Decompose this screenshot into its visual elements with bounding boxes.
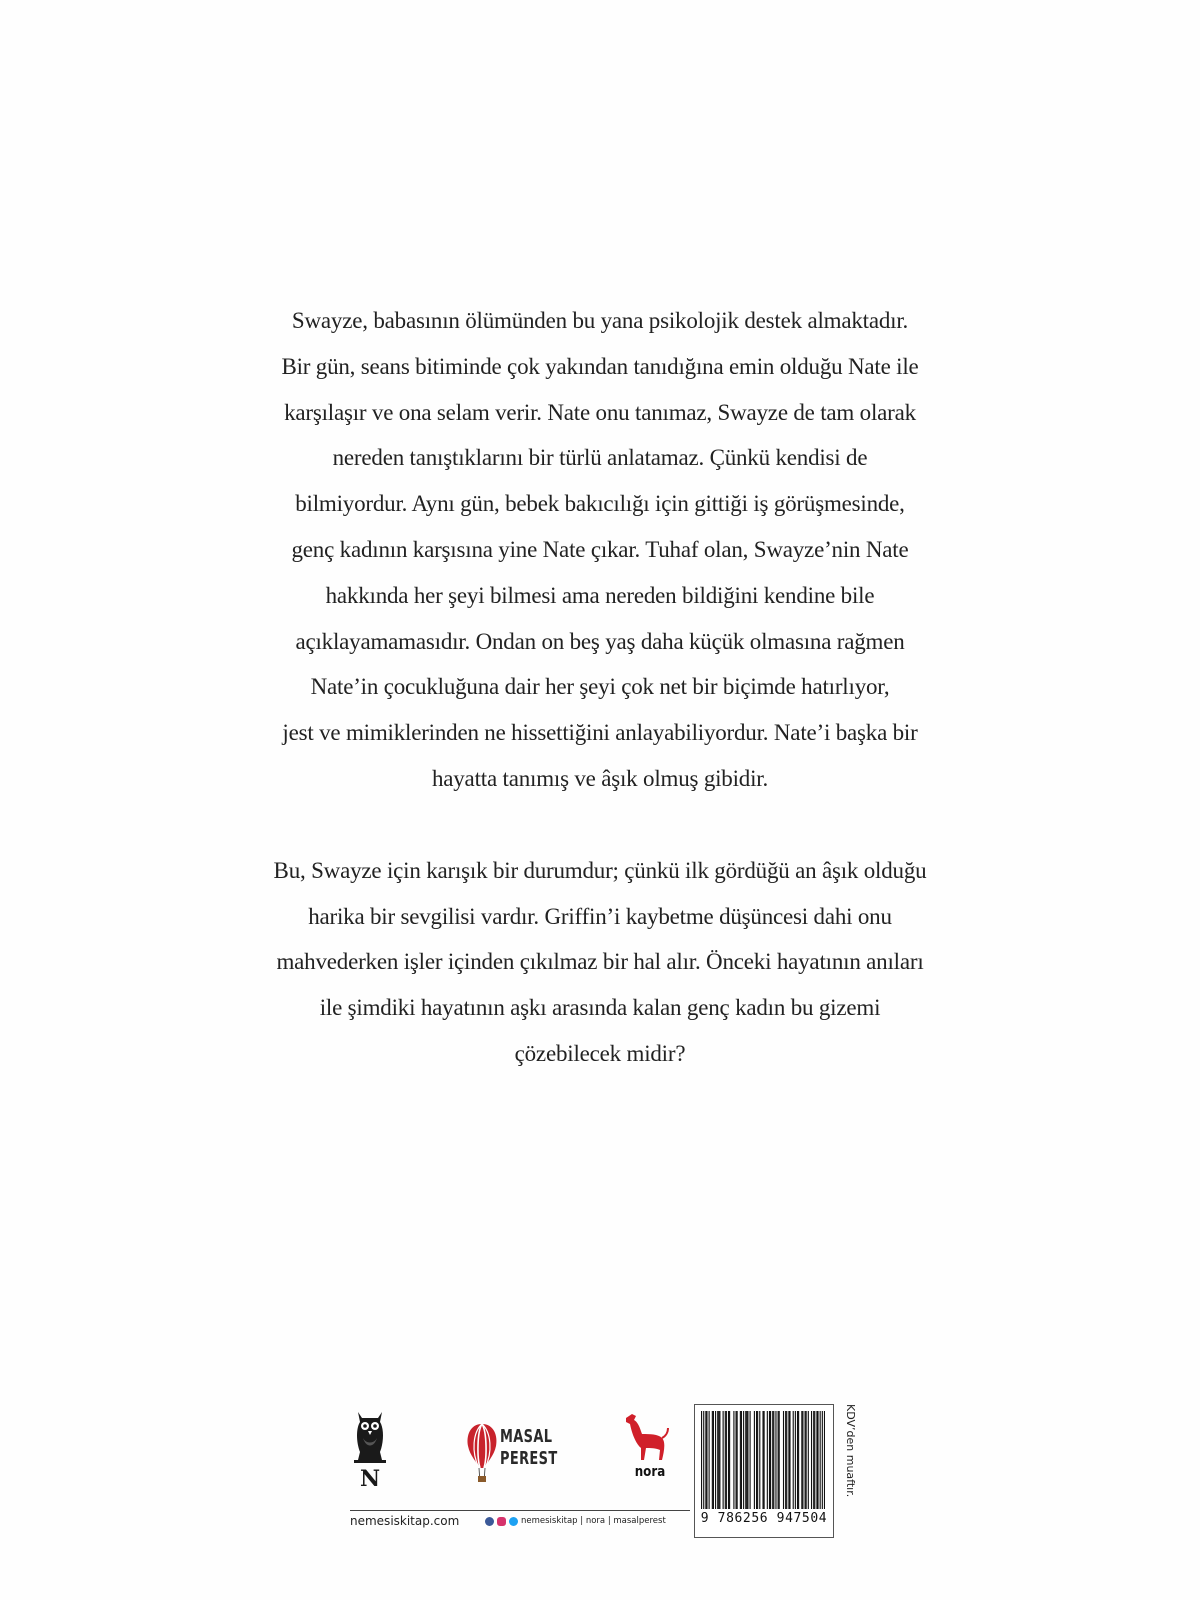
nemesis-letter: N [359,1466,381,1488]
barcode-bar [822,1411,823,1509]
barcode-bar [728,1411,729,1509]
social-links [485,1516,666,1526]
nemesis-logo [350,1408,390,1488]
greyhound-icon [620,1408,670,1464]
nora-logo [620,1408,670,1488]
blurb-line: Bir gün, seans bitiminde çok yakından tanıdığına emin olduğu Nate ile [281,353,919,379]
blurb-text [270,298,930,1077]
blurb-line: Swayze, babasının ölümünden bu yana psikolojik destek almaktadır. [291,308,909,333]
barcode [701,1411,825,1509]
barcode-bar [705,1411,706,1509]
barcode-bar [726,1411,727,1509]
blurb-line: nereden tanıştıklarını bir türlü anlatamaz. Çünkü kendisi de [332,445,868,471]
masal-perest-logo [465,1422,565,1492]
barcode-bar [712,1411,713,1509]
blurb-line: genç kadının karşısına yine Nate çıkar. Tuhaf olan, Swayze’nin Nate [291,536,909,562]
barcode-bar [741,1411,742,1509]
blurb-line: Bu, Swayze için karışık bir durumdur; çünkü ilk gördüğü an âşık olduğu [273,857,927,883]
barcode-bar [778,1411,779,1509]
blurb-line: açıklayamamasıdır. Ondan on beş yaş daha küçük olmasına rağmen [295,628,905,654]
blurb-line: bilmiyordur. Aynı gün, bebek bakıcılığı için gittiği iş görüşmesinde, [295,491,905,517]
blurb-paragraph-1 [270,298,930,802]
blurb-line: harika bir sevgilisi vardır. Griffin’i kaybetme düşüncesi dahi onu [308,903,892,929]
hot-air-balloon-icon [465,1422,499,1488]
barcode-bar [756,1411,757,1509]
social-handles: nemesiskitap | nora | masalperest [521,1516,666,1526]
blurb-line: çözebilecek midir? [514,1040,686,1066]
barcode-bar [717,1411,718,1509]
barcode-bar [789,1411,790,1509]
barcode-bar [764,1411,765,1509]
barcode-bar [816,1411,817,1509]
barcode-bar [725,1411,726,1509]
barcode-bar [729,1411,730,1509]
barcode-bar [762,1411,763,1509]
barcode-bar [718,1411,719,1509]
barcode-bar [737,1411,738,1509]
blurb-line: hayatta tanımış ve âşık olmuş gibidir. [431,765,769,791]
barcode-bar [736,1411,737,1509]
barcode-bar [706,1411,707,1509]
barcode-bar [759,1411,760,1509]
barcode-bar [793,1411,794,1509]
isbn-number: 9 786256 947504 [700,1511,828,1526]
barcode-bar [757,1411,758,1509]
nora-wordmark: nora [634,1464,666,1480]
blurb-paragraph-2 [270,848,930,1077]
masal-word: MASAL [500,1426,553,1447]
instagram-icon[interactable] [497,1517,506,1526]
blurb-line: ile şimdiki hayatının aşkı arasında kalan genç kadın bu gizemi [319,995,881,1021]
barcode-bar [770,1411,771,1509]
barcode-bar [767,1411,768,1509]
barcode-bar [811,1411,812,1509]
barcode-bar [785,1411,786,1509]
barcode-bar [808,1411,809,1509]
barcode-bar [769,1411,770,1509]
barcode-bar [820,1411,821,1509]
blurb-line: Nate’in çocukluğuna dair her şeyi çok net bir biçimde hatırlıyor, [310,674,890,700]
barcode-bar [824,1411,825,1509]
barcode-box [694,1404,834,1538]
barcode-bar [743,1411,744,1509]
publisher-strip [350,1400,690,1530]
barcode-bar [779,1411,780,1509]
barcode-bar [801,1411,802,1509]
barcode-bar [709,1411,710,1509]
barcode-bar [701,1411,702,1509]
barcode-bar [772,1411,773,1509]
barcode-bar [719,1411,720,1509]
barcode-bar [797,1411,798,1509]
website-link[interactable]: nemesiskitap.com [350,1514,460,1528]
barcode-bar [746,1411,747,1509]
masal-perest-wordmark [500,1426,558,1470]
barcode-bar [703,1411,704,1509]
owl-icon [350,1408,390,1488]
barcode-bar [814,1411,815,1509]
barcode-bar [783,1411,784,1509]
twitter-icon[interactable] [509,1517,518,1526]
barcode-bar [788,1411,789,1509]
barcode-bar [806,1411,807,1509]
barcode-bar [813,1411,814,1509]
blurb-line: karşılaşır ve ona selam verir. Nate onu tanımaz, Swayze de tam olarak [284,399,916,425]
facebook-icon[interactable] [485,1517,494,1526]
barcode-bar [802,1411,803,1509]
barcode-bar [773,1411,774,1509]
barcode-bar [786,1411,787,1509]
barcode-bar [745,1411,746,1509]
barcode-bar [747,1411,748,1509]
tax-exempt-note: KDV’den muaftır. [844,1404,857,1498]
barcode-bar [754,1411,755,1509]
blurb-line: jest ve mimiklerinden ne hissettiğini anlayabiliyordur. Nate’i başka bir [282,720,918,746]
barcode-bar [798,1411,799,1509]
barcode-bar [740,1411,741,1509]
blurb-line: hakkında her şeyi bilmesi ama nereden bildiğini kendine bile [325,582,875,608]
barcode-bar [795,1411,796,1509]
barcode-bar [715,1411,716,1509]
barcode-bar [775,1411,776,1509]
barcode-bar [805,1411,806,1509]
barcode-bar [713,1411,714,1509]
footer-divider [350,1510,690,1511]
barcode-bar [817,1411,818,1509]
barcode-bar [723,1411,724,1509]
blurb-line: mahvederken işler içinden çıkılmaz bir hal alır. Önceki hayatının anıları [276,949,924,975]
perest-word: PEREST [500,1448,558,1469]
barcode-bar [750,1411,751,1509]
barcode-bar [733,1411,734,1509]
